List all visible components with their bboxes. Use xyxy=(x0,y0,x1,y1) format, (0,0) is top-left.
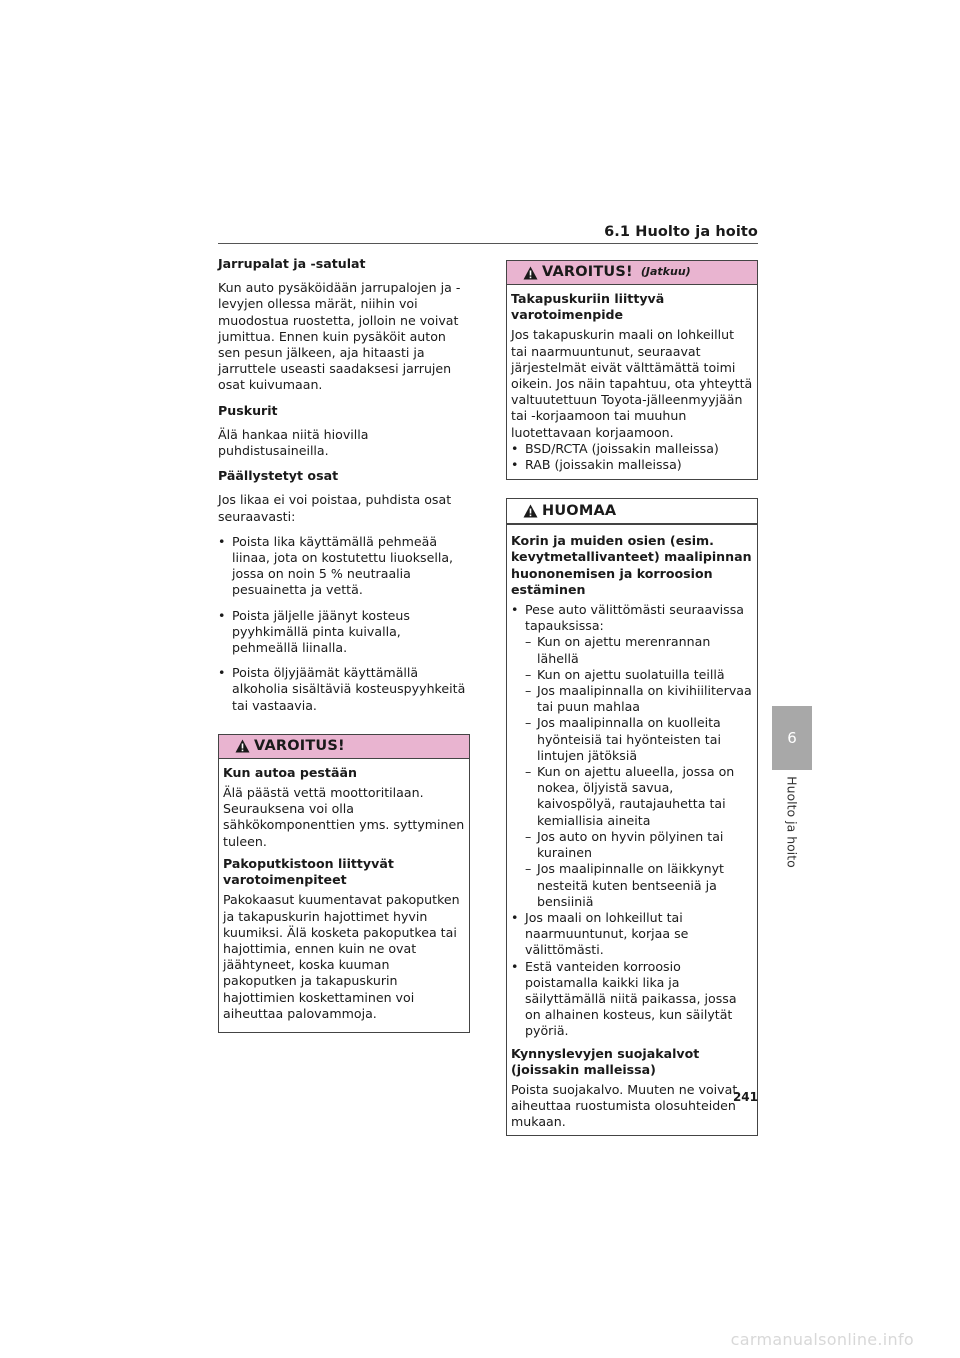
warning-box-header xyxy=(219,735,469,759)
warning-triangle-icon xyxy=(523,504,538,518)
right-column xyxy=(506,260,758,1136)
warning-text: Pakokaasut kuumentavat pakoputken ja takapuskurin hajottimet hyvin kuumiksi. Älä kosketa pakoputkea tai hajottimia, ennen kuin ne ovat jäähtyneet, koska kuuman pakoputken ja takapuskurin hajottimien koskettaminen voi aiheuttaa palovammoja. xyxy=(223,892,460,1021)
coated-heading: Päällystetyt osat xyxy=(218,468,339,484)
notice-dash-item: – Jos maalipinnalle on läikkynyt nesteitä kuten bentseeniä ja bensiiniä xyxy=(511,861,753,910)
bumpers-heading: Puskurit xyxy=(218,402,278,418)
brakes-text: Kun auto pysäköidään jarrupalojen ja -levyjen ollessa märät, niihin voi muodostua ruostetta, jolloin ne voivat jumittua. Ennen kuin pysäköit auton sen pesun jälkeen, aja hitaasti ja jarruttele useasti saadaksesi jarrujen osat kuivumaan. xyxy=(218,280,461,393)
page-header-title: 6.1 Huolto ja hoito xyxy=(604,224,758,240)
bumpers-text: Älä hankaa niitä hiovilla puhdistusaineilla. xyxy=(218,426,369,459)
coated-bullet: • Poista öljyjäämät käyttämällä alkoholia sisältäviä kosteuspyyhkeitä tai vastaavia. xyxy=(218,665,470,714)
warning-continued-header xyxy=(507,261,757,285)
warning-triangle-icon xyxy=(523,266,538,280)
coated-text: Jos likaa ei voi poistaa, puhdista osat seuraavasti: xyxy=(218,492,452,524)
warning-text: Jos takapuskurin maali on lohkeillut tai naarmuuntunut, seuraavat järjestelmät eivät välttämättä toimi oikein. Jos näin tapahtuu, ota yhteyttä valtuutettuun Toyota-jälleenmyyjään tai -korjaamoon tai muuhun luotettavaan korjaamoon. xyxy=(511,327,753,440)
header-rule xyxy=(218,243,758,244)
notice-dash-item: – Kun on ajettu suolatuilla teillä xyxy=(511,667,753,683)
notice-bullet: • Jos maali on lohkeillut tai naarmuuntunut, korjaa se välittömästi. xyxy=(511,910,753,959)
warning-heading: Takapuskuriin liittyvä varotoimenpide xyxy=(511,291,665,323)
notice-dash-item: – Kun on ajettu merenrannan lähellä xyxy=(511,634,753,666)
notice-box-header xyxy=(507,499,757,525)
warning-continued-box xyxy=(506,260,758,480)
coated-bullet: • Poista lika käyttämällä pehmeää liinaa, jota on kostutettu liuoksella, jossa on noin 5 % neutraalia pesuainetta ja vettä. xyxy=(218,534,470,599)
notice-heading: Kynnyslevyjen suojakalvot (joissakin malleissa) xyxy=(511,1045,700,1077)
left-column xyxy=(218,256,470,1033)
warning-continued-body xyxy=(507,285,757,479)
warning-bullet: • RAB (joissakin malleissa) xyxy=(511,457,753,473)
warning-heading: Kun autoa pestään xyxy=(223,764,357,780)
notice-bullet: • Estä vanteiden korroosio poistamalla kaikki lika ja säilyttämällä niitä paikassa, jossa on alhainen kosteus, kun säilytät pyöriä. xyxy=(511,959,753,1040)
warning-text: Älä päästä vettä moottoritilaan. Seurauksena voi olla sähkökomponenttien yms. syttyminen tuleen. xyxy=(223,785,465,849)
notice-dash-item: – Jos maalipinnalla on kivihiilitervaa tai puun mahlaa xyxy=(511,683,753,715)
warning-title: VAROITUS! xyxy=(254,738,345,755)
notice-bullet: • Pese auto välittömästi seuraavissa tapauksissa: xyxy=(511,602,753,634)
coated-bullet: • Poista jäljelle jäänyt kosteus pyyhkimällä pinta kuivalla, pehmeällä liinalla. xyxy=(218,608,470,657)
warning-continued-title: VAROITUS! xyxy=(542,264,633,281)
notice-title: HUOMAA xyxy=(542,503,617,520)
chapter-side-label: Huolto ja hoito xyxy=(784,776,800,868)
chapter-tab: 6 xyxy=(772,706,812,770)
notice-dash-item: – Kun on ajettu alueella, jossa on nokea, öljyistä savua, kaivospölyä, rautajauhetta tai kemiallisia aineita xyxy=(511,764,753,829)
notice-dash-item: – Jos auto on hyvin pölyinen tai kurainen xyxy=(511,829,753,861)
warning-triangle-icon xyxy=(235,739,250,753)
page-number: 241 xyxy=(732,1090,758,1104)
notice-dash-item: – Jos maalipinnalla on kuolleita hyönteisiä tai hyönteisten tai lintujen jätöksiä xyxy=(511,715,753,764)
brakes-heading: Jarrupalat ja -satulat xyxy=(218,256,366,271)
warning-body xyxy=(219,759,469,1032)
notice-box xyxy=(506,498,758,1135)
notice-text: Poista suojakalvo. Muuten ne voivat aiheuttaa ruostumista olosuhteiden mukaan. xyxy=(511,1081,738,1130)
continued-label: (Jatkuu) xyxy=(640,265,691,279)
warning-bullet: • BSD/RCTA (joissakin malleissa) xyxy=(511,441,753,457)
warning-heading: Pakoputkistoon liittyvät varotoimenpiteet xyxy=(223,855,394,888)
notice-body xyxy=(507,525,757,1134)
notice-heading: Korin ja muiden osien (esim. kevytmetallivanteet) maalipinnan huononemisen ja korroosion estäminen xyxy=(511,533,752,597)
warning-box xyxy=(218,734,470,1033)
watermark: carmanualsonline.info xyxy=(730,1330,914,1349)
